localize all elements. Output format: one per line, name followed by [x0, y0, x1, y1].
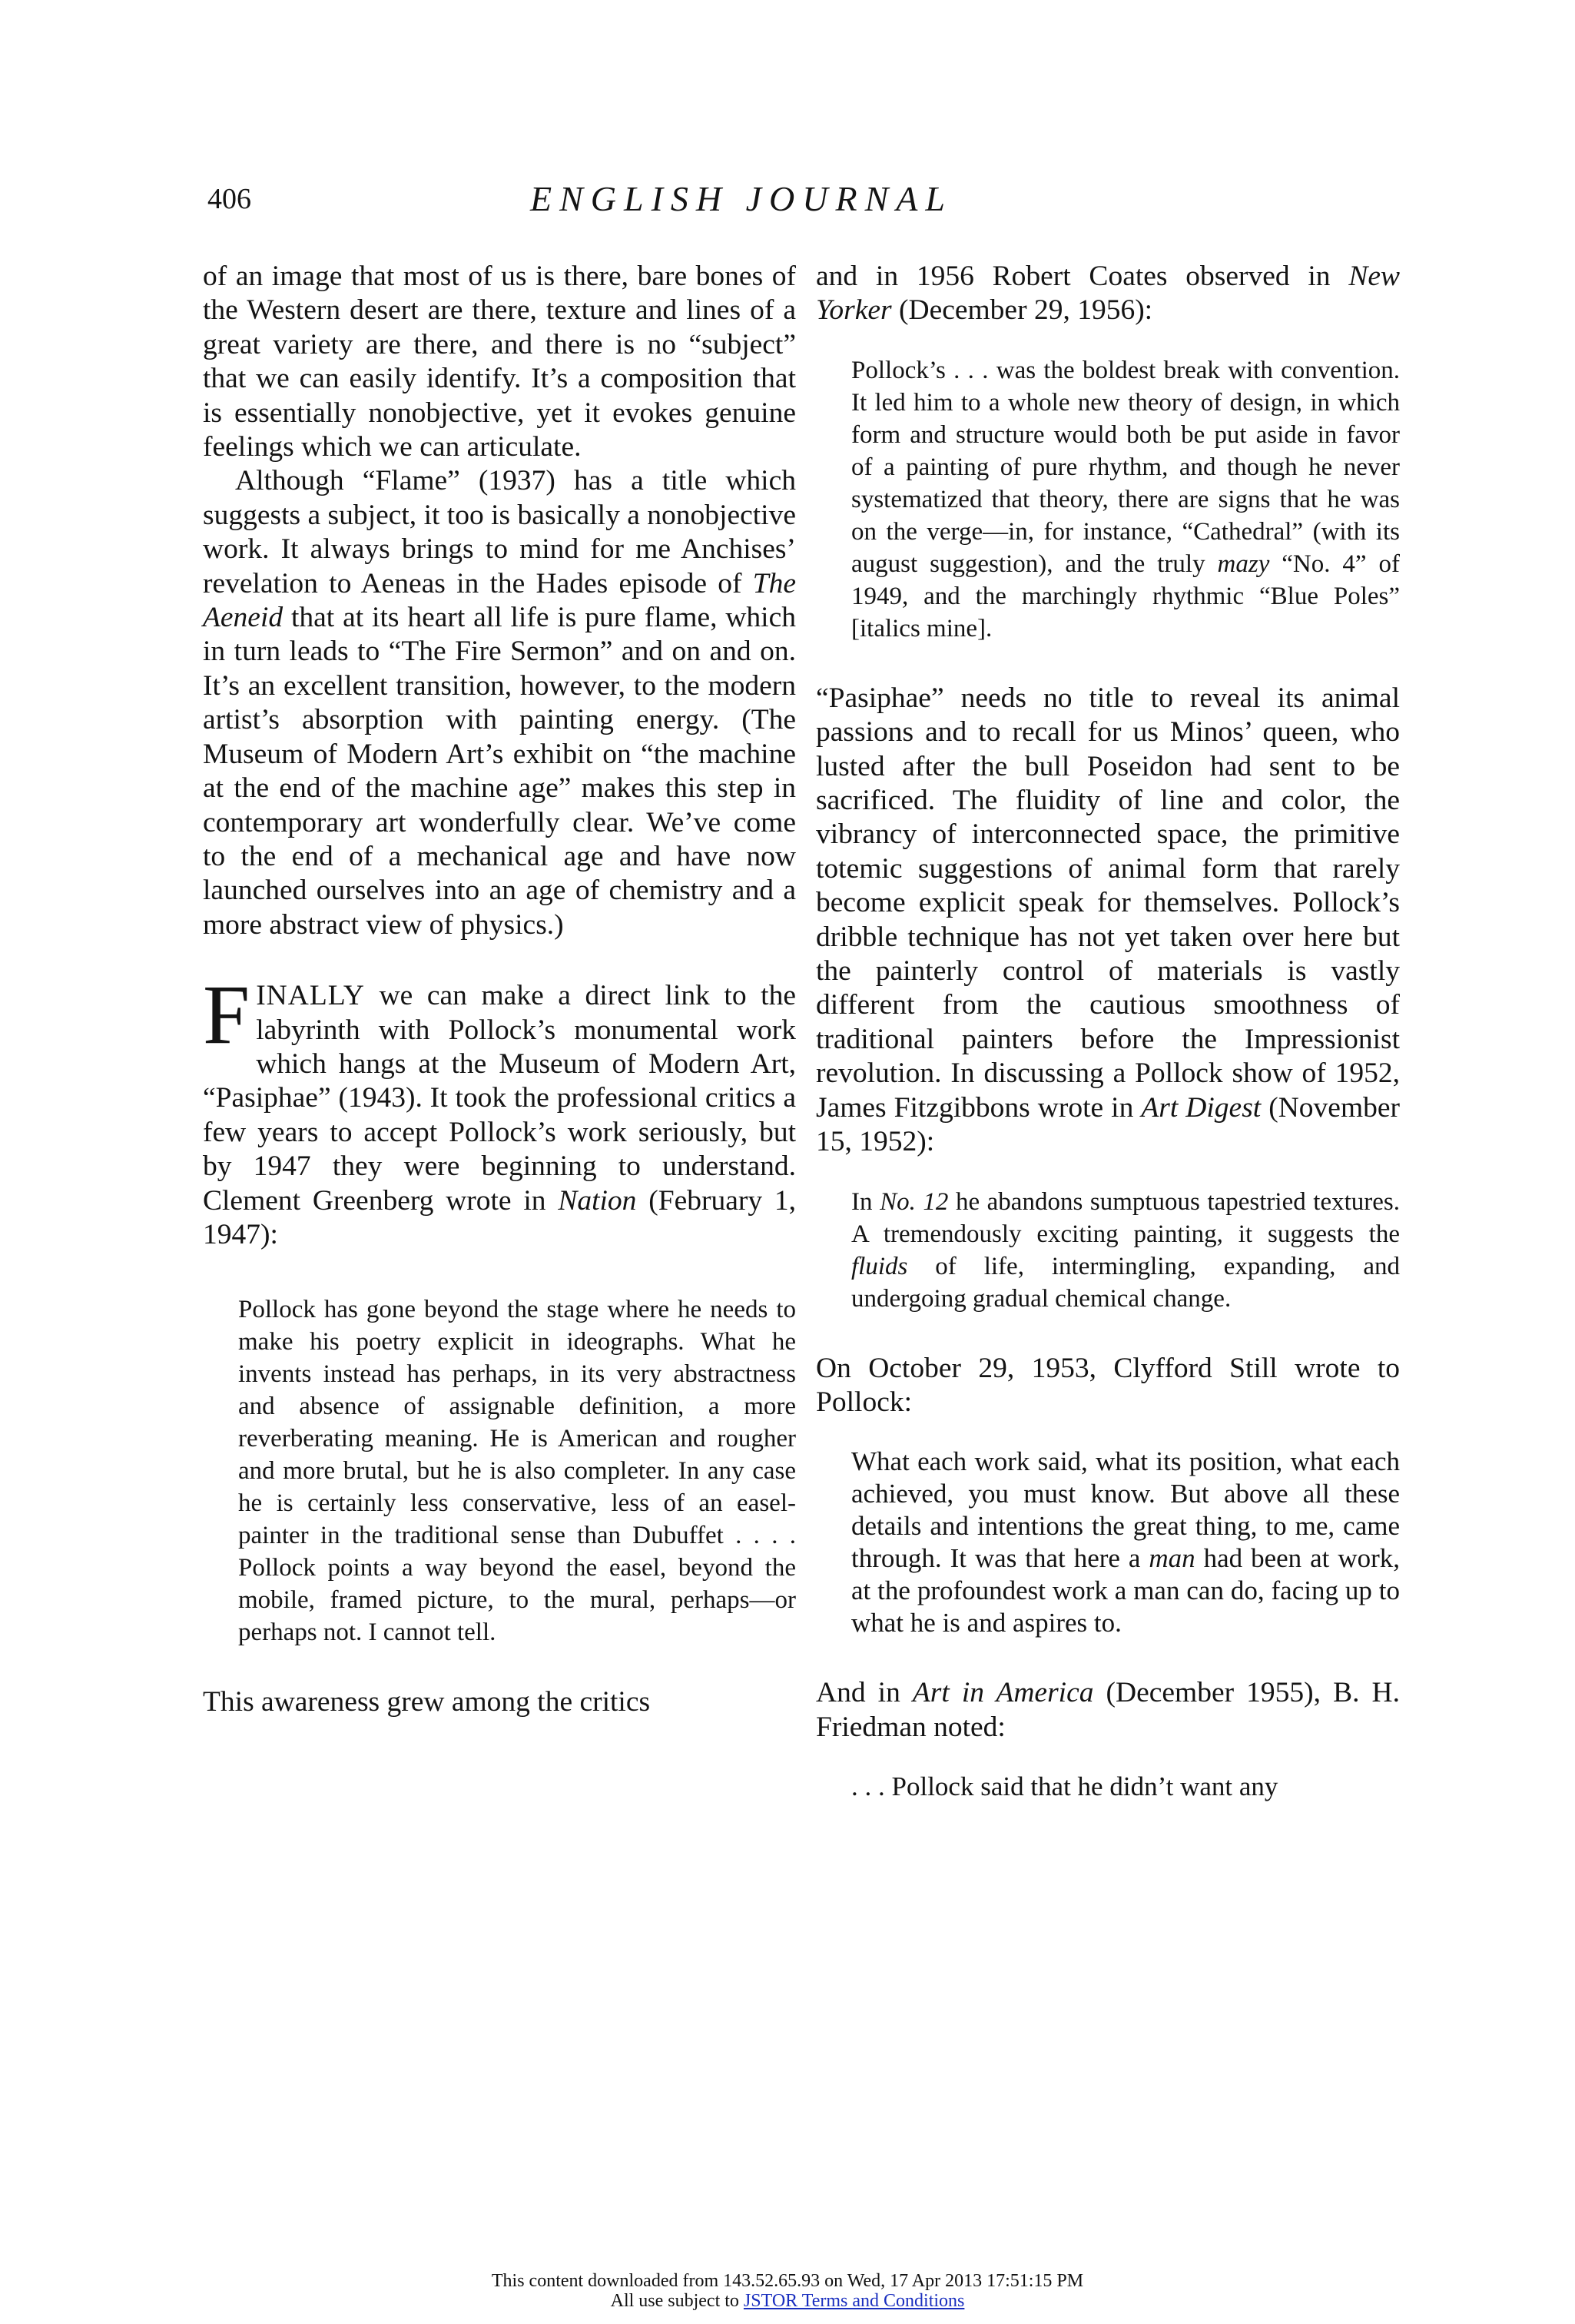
still-quote-text-a: What each work said, what its position, what each achieved, you must know. But above all these details and intentions the great thing, to me, came through. It was that here a [851, 1446, 1400, 1574]
still-quote-text-b: had been at work, at the profoundest work a man can do, facing up to what he is and aspires to. [851, 1543, 1400, 1638]
drop-cap: F [203, 968, 250, 1062]
coates-quote-italic: mazy [1217, 549, 1270, 578]
right-paragraph-1-text-b: (December 29, 1956): [891, 294, 1153, 327]
journal-title: ENGLISH JOURNAL [530, 179, 953, 218]
terms-notice [0, 2290, 1575, 2312]
right-paragraph-4-text-a: And in [816, 1677, 913, 1709]
right-paragraph-2 [816, 682, 1400, 1160]
coates-quote-text-b: “No. 4” of 1949, and the marchingly rhythmic “Blue Poles” [italics mine]. [851, 549, 1400, 642]
right-paragraph-1-text-a: and in 1956 Robert Coates observed in [816, 261, 1349, 292]
greenberg-quote: Pollock has gone beyond the stage where he needs to make his poetry explicit in ideographs. What he invents instead has perhaps, in its very abstractness and absence of assignable definition, a more reverberating meaning. He is American and rougher and more brutal, but he is also completer. In any case he is certainly less conservative, less of an easel-painter in the traditional sense than Dubuffet . . . . Pollock points a way beyond the easel, beyond the mobile, framed picture, to the mural, perhaps—or perhaps not. I cannot tell. [238, 1296, 796, 1647]
right-paragraph-4-text-b: (December 1955), B. H. Friedman noted: [816, 1677, 1401, 1743]
coates-quote-text-a: Pollock’s . . . was the boldest break with convention. It led him to a whole new theory of design, in which form and structure would both be put aside in favor of a painting of pure rhythm, and though he never systematized that theory, there are signs that he was on the verge—in, for instance, “Cathedral” (with its august suggestion), and the truly [851, 356, 1400, 578]
right-paragraph-3: On October 29, 1953, Clyfford Still wrote to Pollock: [816, 1352, 1400, 1418]
terms-prefix: All use subject to [610, 2291, 744, 2311]
aeneid-title: The Aeneid [203, 567, 796, 634]
art-in-america-title: Art in America [912, 1677, 1094, 1709]
still-quote [851, 1446, 1400, 1639]
left-paragraph-3-text-a: we can make a direct link to the labyrinth with Pollock’s monumental work which hangs at the Museum of Modern Art, “Pasiphae” (1943). It took the professional critics a few years to accept Pollock’s work seriously, but by 1947 they were beginning to understand. Clement Greenberg wrote in [203, 980, 796, 1217]
right-paragraph-1 [816, 260, 1400, 328]
page-number: 406 [207, 183, 251, 215]
fitzgibbons-quote-text-c: of life, intermingling, expanding, and undergoing gradual chemical change. [851, 1252, 1400, 1313]
new-yorker-title: New Yorker [816, 261, 1400, 327]
still-quote-italic: man [1149, 1543, 1195, 1574]
fitzgibbons-quote-italic-2: fluids [851, 1252, 908, 1280]
fitzgibbons-quote [851, 1186, 1400, 1315]
coates-quote [851, 354, 1400, 645]
left-paragraph-3 [203, 968, 796, 1252]
nation-title: Nation [558, 1184, 637, 1217]
fitzgibbons-quote-text-b: he abandons sumptuous tapestried textures. A tremendously exciting painting, it suggests the [851, 1187, 1400, 1248]
art-digest-title: Art Digest [1141, 1091, 1262, 1124]
left-paragraph-1: of an image that most of us is there, bare bones of the Western desert are there, texture and lines of a great variety are there, and there is no “subject” that we can easily identify. It’s a composition that is essentially nonobjective, yet it evokes genuine feelings which we can articulate. [203, 261, 796, 463]
right-paragraph-4 [816, 1676, 1400, 1745]
left-paragraph-2-text-a: Although “Flame” (1937) has a title which suggests a subject, it too is basically a nonobjective work. It always brings to mind for me Anchises’ revelation to Aeneas in the Hades episode of [203, 465, 796, 599]
left-column [203, 260, 796, 1720]
right-paragraph-2-text-b: (November 15, 1952): [816, 1091, 1401, 1158]
left-paragraph-3-text-b: (February 1, 1947): [203, 1184, 796, 1250]
left-paragraph-2 [203, 464, 796, 942]
fitzgibbons-quote-italic-1: No. 12 [880, 1187, 949, 1216]
left-paragraph-2-text-b: that at its heart all life is pure flame, which in turn leads to “The Fire Sermon” and on and on. It’s an excellent transition, however, to the modern artist’s absorption with painting energy. (The Museum of Modern Art’s exhibit on “the machine at the end of the machine age” makes this step in contemporary art wonderfully clear. We’ve come to the end of a mechanical age and have now launched ourselves into an age of chemistry and a more abstract view of physics.) [203, 602, 796, 941]
small-caps-word: INALLY [256, 980, 365, 1012]
friedman-quote: . . . Pollock said that he didn’t want any [851, 1771, 1278, 1802]
download-notice: This content downloaded from 143.52.65.93 on Wed, 17 Apr 2013 17:51:15 PM [491, 2271, 1084, 2291]
fitzgibbons-quote-text-a: In [851, 1187, 880, 1216]
left-paragraph-4: This awareness grew among the critics [203, 1686, 651, 1718]
jstor-terms-link[interactable]: JSTOR Terms and Conditions [743, 2291, 965, 2311]
right-paragraph-2-text-a: “Pasiphae” needs no title to reveal its animal passions and to recall for us Minos’ queen, who lusted after the bull Poseidon had sent to be sacrificed. The fluidity of line and color, the vibrancy of interconnected space, the primitive totemic suggestions of animal form that rarely become explicit speak for themselves. Pollock’s dribble technique has not yet taken over here but the painterly control of materials is vastly different from the cautious smoothness of traditional painters before the Impressionist revolution. In discussing a Pollock show of 1952, James Fitzgibbons wrote in [816, 682, 1400, 1124]
right-column [816, 260, 1400, 1803]
